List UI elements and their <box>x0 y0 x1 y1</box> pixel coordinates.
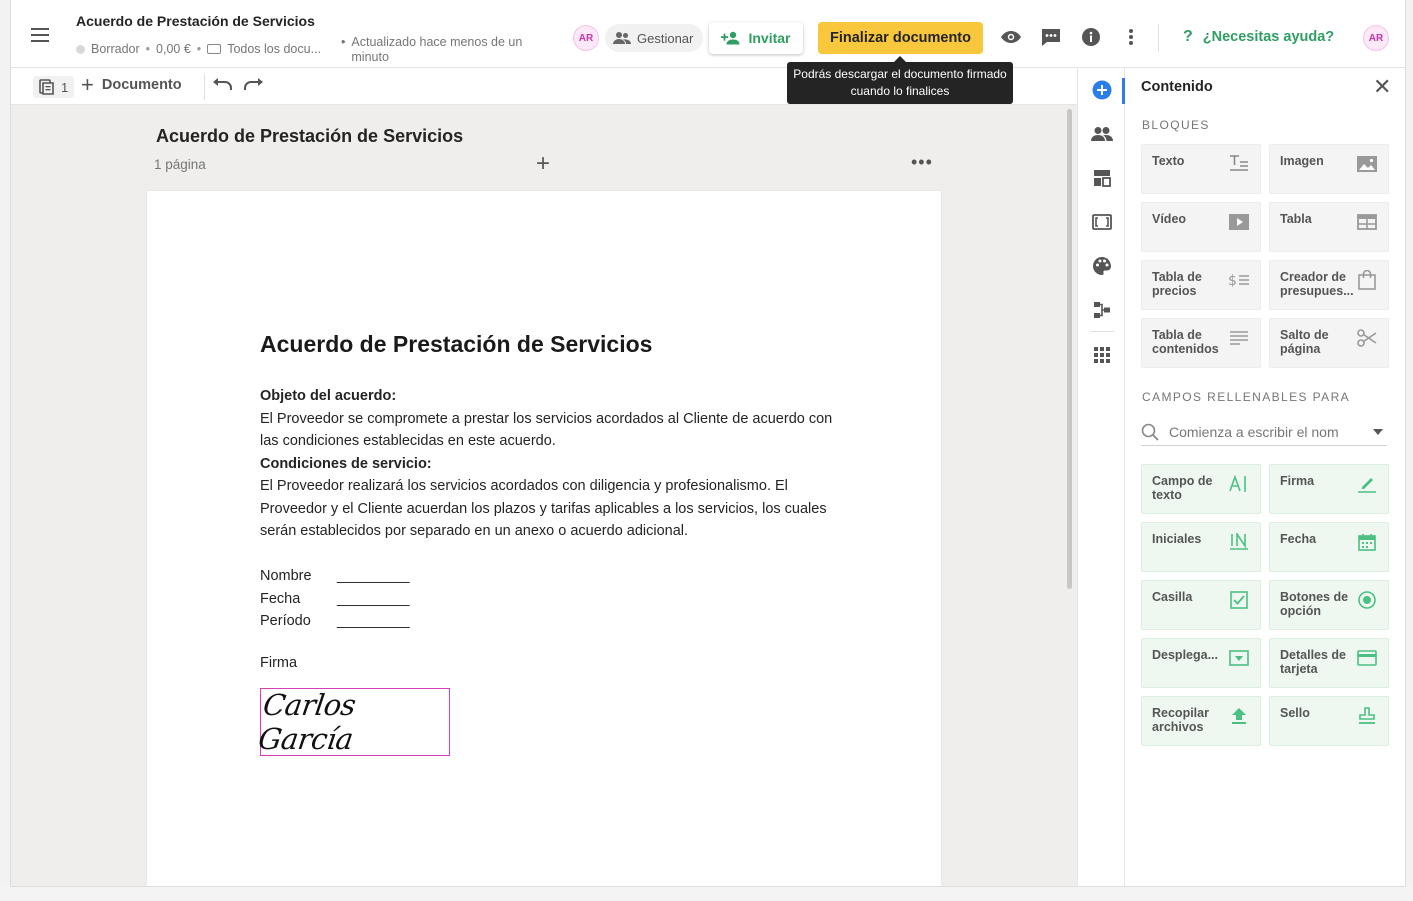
field-label: Iniciales <box>1152 532 1202 546</box>
field-row-name <box>260 565 410 588</box>
page-count-label: 1 página <box>154 157 206 172</box>
block-table-of-contents[interactable] <box>1141 318 1261 368</box>
folder-icon <box>207 44 221 54</box>
search-input[interactable]: Comienza a escribir el nom <box>1169 423 1339 440</box>
chevron-down-icon[interactable] <box>1373 429 1383 435</box>
status-dot-icon <box>76 45 85 54</box>
rail-divider <box>1090 331 1114 332</box>
search-icon <box>1141 423 1159 441</box>
window-bottom-edge <box>0 886 1413 901</box>
toolbar-divider <box>204 74 205 100</box>
finish-tooltip: Podrás descargar el documento firmado cuando lo finalices <box>787 62 1013 104</box>
field-radio[interactable] <box>1269 580 1389 630</box>
field-label: Fecha <box>1280 532 1317 546</box>
more-horizontal-icon[interactable]: ••• <box>911 152 933 172</box>
field-date[interactable] <box>1269 522 1389 572</box>
field-label: Firma <box>1280 474 1315 488</box>
side-rail <box>1077 68 1125 886</box>
add-person-icon <box>721 31 741 45</box>
field-label: Casilla <box>1152 590 1193 604</box>
page-count: 1 <box>61 79 69 95</box>
finish-document-button[interactable]: Finalizar documento <box>818 22 983 54</box>
add-content-icon[interactable] <box>1091 79 1113 101</box>
recipients-icon[interactable] <box>1091 123 1113 145</box>
section-title: Condiciones de servicio: <box>260 455 432 472</box>
section-text: El Proveedor realizará los servicios acordados con diligencia y profesionalismo. El Proveedor y el Cliente acuerdan los plazos y tarifas aplicables a los servicios, los cuales serán establecidos por separado en un anexo o acuerdo adicional. <box>260 478 827 539</box>
people-icon <box>613 31 631 45</box>
field-label: Detalles de tarjeta <box>1280 648 1347 676</box>
field-label: Campo de texto <box>1152 474 1213 502</box>
document-label: Documento <box>101 77 182 93</box>
field-label: Nombre <box>260 568 312 584</box>
field-text[interactable] <box>1141 464 1261 514</box>
status-label: Borrador <box>91 42 140 56</box>
block-pricing-table[interactable] <box>1141 260 1261 310</box>
field-row-date <box>260 588 410 611</box>
stamp-icon <box>1356 706 1378 726</box>
signature-field[interactable] <box>256 688 450 756</box>
radio-icon <box>1356 590 1378 610</box>
text-icon <box>1228 154 1250 174</box>
block-table[interactable] <box>1269 202 1389 252</box>
help-link[interactable] <box>1183 28 1334 46</box>
signature-text: Carlos García <box>256 688 358 756</box>
scissors-icon <box>1356 328 1378 348</box>
field-label: Desplega... <box>1152 648 1218 662</box>
pages-button[interactable] <box>33 76 74 98</box>
amount-label: 0,00 € <box>156 42 191 56</box>
field-collect-files[interactable] <box>1141 696 1261 746</box>
content-panel <box>1125 68 1405 886</box>
document-fields <box>260 565 410 633</box>
block-page-break[interactable] <box>1269 318 1389 368</box>
document-page[interactable] <box>147 191 941 886</box>
document-meta <box>76 42 321 56</box>
document-heading[interactable]: Acuerdo de Prestación de Servicios <box>260 331 653 357</box>
canvas-scrollbar[interactable] <box>1067 109 1072 589</box>
block-label: Tabla de contenidos <box>1152 328 1219 356</box>
info-icon[interactable] <box>1080 26 1102 48</box>
close-icon[interactable]: ✕ <box>1373 74 1392 99</box>
block-label: Tabla de precios <box>1152 270 1202 298</box>
video-icon <box>1228 212 1250 232</box>
dropdown-icon <box>1228 648 1250 668</box>
workflow-icon[interactable] <box>1091 299 1113 321</box>
document-body[interactable] <box>260 385 840 543</box>
block-video[interactable] <box>1141 202 1261 252</box>
block-text[interactable] <box>1141 144 1261 194</box>
help-label: ¿Necesitas ayuda? <box>1202 29 1335 45</box>
section-text: El Proveedor se compromete a prestar los servicios acordados al Cliente de acuerdo con las condiciones establecidas en este acuerdo. <box>260 410 833 449</box>
document-title[interactable]: Acuerdo de Prestación de Servicios <box>76 13 315 29</box>
variables-icon[interactable] <box>1091 211 1113 233</box>
top-header <box>11 0 1405 68</box>
meta-separator: • <box>145 42 151 56</box>
svg-text:$: $ <box>1228 273 1237 288</box>
recipient-search[interactable] <box>1141 418 1387 446</box>
field-blank: _________ <box>337 613 410 629</box>
block-label: Creador de presupues... <box>1280 270 1354 298</box>
window-left-edge <box>0 0 11 886</box>
pricing-table-icon <box>1228 270 1250 290</box>
field-card-details[interactable] <box>1269 638 1389 688</box>
invite-label: Invitar <box>748 30 791 46</box>
layout-blocks-icon[interactable] <box>1091 167 1113 189</box>
calendar-icon <box>1356 532 1378 552</box>
signature-pen-icon <box>1356 474 1378 494</box>
canvas-document-title: Acuerdo de Prestación de Servicios <box>156 126 464 146</box>
preview-eye-icon[interactable] <box>1000 26 1022 48</box>
block-quote-builder[interactable] <box>1269 260 1389 310</box>
field-label: Período <box>260 613 311 629</box>
block-label: Texto <box>1152 154 1185 168</box>
field-blank: _________ <box>337 590 410 607</box>
meta-separator: • <box>196 42 202 56</box>
block-label: Tabla <box>1280 212 1312 226</box>
field-label: Recopilar archivos <box>1152 706 1209 734</box>
redo-icon[interactable] <box>244 76 264 97</box>
toc-icon <box>1228 328 1250 348</box>
manage-label: Gestionar <box>637 30 694 46</box>
card-icon <box>1356 648 1378 668</box>
field-row-period <box>260 610 410 633</box>
blocks-section-label: BLOQUES <box>1142 118 1210 132</box>
upload-icon <box>1228 706 1250 726</box>
field-checkbox[interactable] <box>1141 580 1261 630</box>
more-vertical-icon[interactable] <box>1120 26 1142 48</box>
comments-icon[interactable] <box>1040 26 1062 48</box>
window-right-edge <box>1405 0 1413 886</box>
header-divider <box>1158 24 1159 52</box>
block-image[interactable] <box>1269 144 1389 194</box>
field-label: Fecha <box>260 590 301 607</box>
checkbox-icon <box>1228 590 1250 610</box>
field-label: Sello <box>1280 706 1310 720</box>
app-window <box>11 0 1405 886</box>
text-field-icon <box>1228 474 1250 494</box>
field-label: Botones de opción <box>1280 590 1349 618</box>
avatar[interactable]: AR <box>573 25 599 51</box>
section-title: Objeto del acuerdo: <box>260 388 397 404</box>
block-label: Salto de página <box>1280 328 1329 356</box>
meta-separator: • <box>341 35 346 49</box>
table-icon <box>1356 212 1378 232</box>
initials-icon <box>1228 532 1250 552</box>
add-document-button[interactable] <box>81 72 182 97</box>
folder-link[interactable]: Todos los docu... <box>227 42 321 56</box>
block-label: Vídeo <box>1152 212 1187 226</box>
menu-icon[interactable] <box>31 28 49 42</box>
pages-icon <box>39 79 55 95</box>
block-label: Imagen <box>1280 154 1324 168</box>
user-avatar[interactable]: AR <box>1363 25 1389 51</box>
updated-label: Actualizado hace menos de un minuto <box>351 35 523 64</box>
field-stamp[interactable] <box>1269 696 1389 746</box>
invite-button[interactable] <box>709 22 803 54</box>
undo-icon[interactable] <box>212 76 232 97</box>
document-canvas <box>11 105 1077 886</box>
plus-icon: + <box>81 72 94 97</box>
field-initials[interactable] <box>1141 522 1261 572</box>
fields-section-label: CAMPOS RELLENABLES PARA <box>1142 390 1351 404</box>
image-icon <box>1356 154 1378 174</box>
field-dropdown[interactable] <box>1141 638 1261 688</box>
design-palette-icon[interactable] <box>1091 255 1113 277</box>
quote-builder-icon <box>1356 270 1378 290</box>
add-page-icon[interactable]: + <box>536 150 551 177</box>
signature-label: Firma <box>260 655 298 671</box>
manage-button[interactable] <box>605 24 703 52</box>
panel-title: Contenido <box>1141 79 1213 95</box>
field-signature[interactable] <box>1269 464 1389 514</box>
field-blank: _________ <box>337 568 410 584</box>
apps-grid-icon[interactable] <box>1091 344 1113 366</box>
updated-info <box>341 35 541 65</box>
help-icon: ? <box>1183 28 1193 45</box>
